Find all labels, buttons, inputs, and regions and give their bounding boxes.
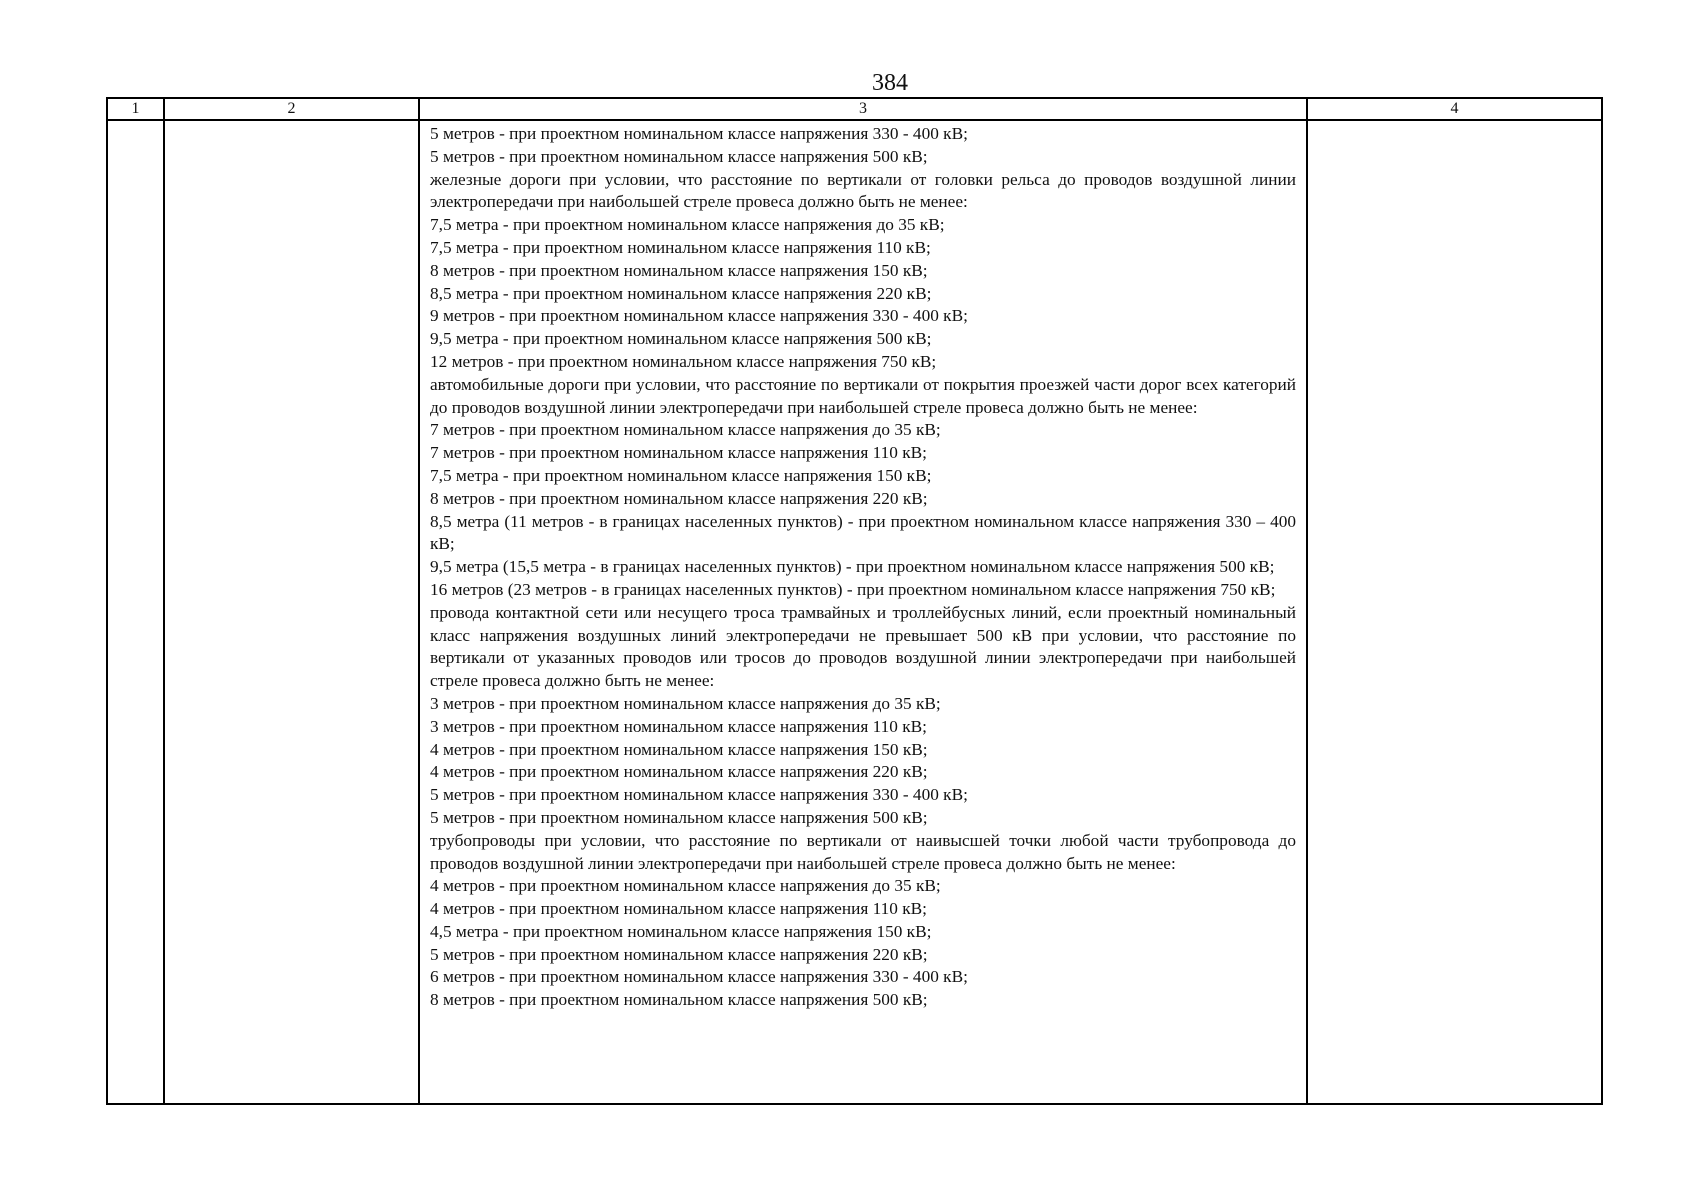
list-item: 5 метров - при проектном номинальном классе напряжения 500 кВ; — [430, 146, 928, 166]
list-item: 5 метров - при проектном номинальном классе напряжения 330 - 400 кВ; — [430, 124, 968, 143]
list-item: 4 метров - при проектном номинальном классе напряжения 220 кВ; — [430, 762, 928, 782]
list-item: 8,5 метра (11 метров - в границах населенных пунктов) - при проектном номинальном классе напряжения 330 – 400 кВ; — [430, 511, 1296, 554]
column-number-2: 2 — [164, 98, 419, 120]
list-item: 6 метров - при проектном номинальном классе напряжения 330 - 400 кВ; — [430, 967, 968, 987]
column-number-1: 1 — [107, 98, 164, 120]
list-item: железные дороги при условии, что расстояние по вертикали от головки рельса до проводов воздушной линии электропередачи при наибольшей стреле провеса должно быть не менее: — [430, 169, 1296, 212]
list-item: 9 метров - при проектном номинальном классе напряжения 330 - 400 кВ; — [430, 306, 968, 326]
list-item: провода контактной сети или несущего троса трамвайных и троллейбусных линий, если проектный номинальный класс напряжения воздушных линий электропередачи не превышает 500 кВ при условии, что расстояние по вертикали от указанных проводов или тросов до проводов воздушной линии электропередачи при наибольшей стреле провеса должно быть не менее: — [430, 602, 1296, 691]
cell-column-2 — [164, 120, 419, 1104]
list-item: 4 метров - при проектном номинальном классе напряжения 150 кВ; — [430, 739, 928, 759]
list-item: 7,5 метра - при проектном номинальном классе напряжения 150 кВ; — [430, 465, 932, 485]
list-item: 7,5 метра - при проектном номинальном классе напряжения 110 кВ; — [430, 237, 931, 257]
column-number-3: 3 — [419, 98, 1307, 120]
list-item: 4,5 метра - при проектном номинальном классе напряжения 150 кВ; — [430, 921, 932, 941]
list-item: 5 метров - при проектном номинальном классе напряжения 220 кВ; — [430, 944, 928, 964]
cell-column-4 — [1307, 120, 1602, 1104]
list-item: 9,5 метра (15,5 метра - в границах населенных пунктов) - при проектном номинальном классе напряжения 500 кВ; — [430, 557, 1275, 577]
list-item: 5 метров - при проектном номинальном классе напряжения 330 - 400 кВ; — [430, 785, 968, 805]
table-row — [107, 120, 1602, 1104]
list-item: 8 метров - при проектном номинальном классе напряжения 220 кВ; — [430, 488, 928, 508]
list-item: 7 метров - при проектном номинальном классе напряжения до 35 кВ; — [430, 420, 941, 440]
list-item: 9,5 метра - при проектном номинальном классе напряжения 500 кВ; — [430, 329, 932, 349]
list-item: 7 метров - при проектном номинальном классе напряжения 110 кВ; — [430, 443, 927, 463]
list-item: 5 метров - при проектном номинальном классе напряжения 500 кВ; — [430, 807, 928, 827]
list-item: 16 метров (23 метров - в границах населенных пунктов) - при проектном номинальном классе напряжения 750 кВ; — [430, 579, 1276, 599]
column-3-text — [420, 121, 1306, 1012]
list-item: 4 метров - при проектном номинальном классе напряжения 110 кВ; — [430, 899, 927, 919]
list-item: 8,5 метра - при проектном номинальном классе напряжения 220 кВ; — [430, 283, 932, 303]
list-item: 8 метров - при проектном номинальном классе напряжения 150 кВ; — [430, 260, 928, 280]
column-number-4: 4 — [1307, 98, 1602, 120]
list-item: 4 метров - при проектном номинальном классе напряжения до 35 кВ; — [430, 876, 941, 896]
list-item: 12 метров - при проектном номинальном классе напряжения 750 кВ; — [430, 351, 937, 371]
list-item: 8 метров - при проектном номинальном классе напряжения 500 кВ; — [430, 990, 928, 1010]
list-item: 7,5 метра - при проектном номинальном классе напряжения до 35 кВ; — [430, 215, 945, 235]
list-item: трубопроводы при условии, что расстояние по вертикали от наивысшей точки любой части трубопровода до проводов воздушной линии электропередачи при наибольшей стреле провеса должно быть не менее: — [430, 830, 1296, 873]
column-number-row — [107, 98, 1602, 120]
regulation-table — [106, 97, 1603, 1105]
page-number: 384 — [872, 70, 908, 96]
list-item: 3 метров - при проектном номинальном классе напряжения 110 кВ; — [430, 716, 927, 736]
cell-column-1 — [107, 120, 164, 1104]
cell-column-3 — [419, 120, 1307, 1104]
list-item: 3 метров - при проектном номинальном классе напряжения до 35 кВ; — [430, 693, 941, 713]
list-item: автомобильные дороги при условии, что расстояние по вертикали от покрытия проезжей части дорог всех категорий до проводов воздушной линии электропередачи при наибольшей стреле провеса должно быть не менее: — [430, 374, 1296, 417]
